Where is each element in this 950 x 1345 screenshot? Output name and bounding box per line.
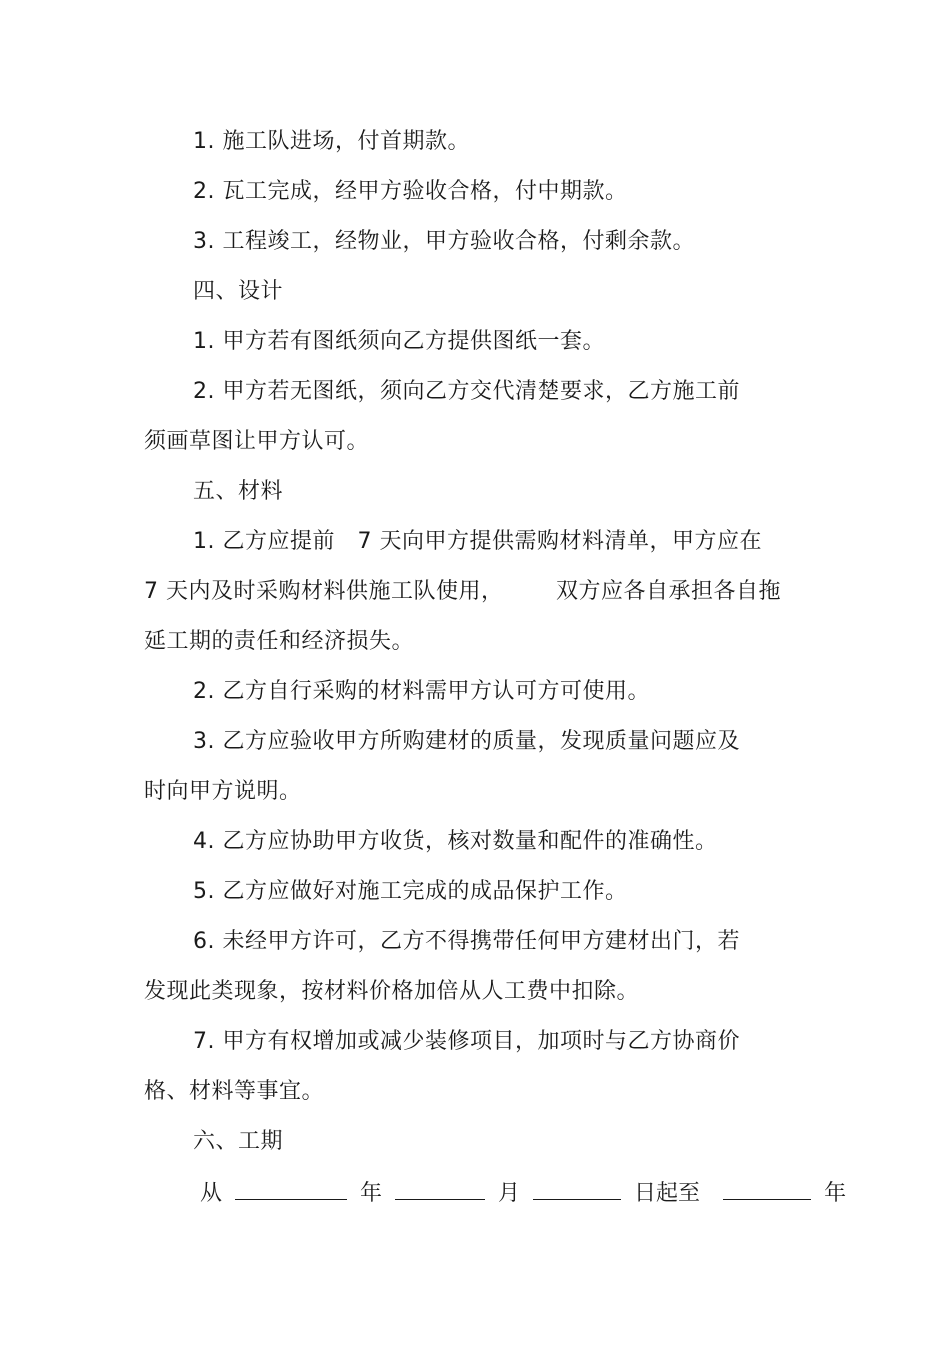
paragraph-line: 须画草图让甲方认可。 [144, 429, 370, 454]
construction-period-row [200, 1177, 846, 1209]
month-label: 月 [498, 1181, 521, 1206]
paragraph-line: 3. 乙方应验收甲方所购建材的质量，发现质量问题应及 [193, 729, 740, 754]
start-day-blank[interactable] [533, 1177, 621, 1200]
paragraph-line: 1. 乙方应提前 7 天向甲方提供需购材料清单，甲方应在 [193, 529, 762, 554]
section-heading: 四、设计 [193, 279, 284, 304]
paragraph-line: 时向甲方说明。 [144, 779, 302, 804]
paragraph-line: 5. 乙方应做好对施工完成的成品保护工作。 [193, 879, 628, 904]
year-label: 年 [824, 1181, 847, 1206]
paragraph-line: 发现此类现象，按材料价格加倍从人工费中扣除。 [144, 979, 640, 1004]
paragraph-line: 2. 甲方若无图纸，须向乙方交代清楚要求，乙方施工前 [193, 379, 740, 404]
end-year-blank[interactable] [723, 1177, 811, 1200]
start-year-blank[interactable] [235, 1177, 347, 1200]
from-label: 从 [200, 1181, 223, 1206]
start-month-blank[interactable] [395, 1177, 485, 1200]
paragraph-line: 3. 工程竣工，经物业，甲方验收合格，付剩余款。 [193, 229, 695, 254]
year-label: 年 [360, 1181, 383, 1206]
paragraph-line: 延工期的责任和经济损失。 [144, 629, 415, 654]
section-heading: 六、工期 [193, 1129, 284, 1154]
day-to-label: 日起至 [634, 1181, 701, 1206]
paragraph-line: 格、材料等事宜。 [144, 1079, 325, 1104]
paragraph-line: 1. 甲方若有图纸须向乙方提供图纸一套。 [193, 329, 605, 354]
paragraph-line: 4. 乙方应协助甲方收货，核对数量和配件的准确性。 [193, 829, 718, 854]
paragraph-line: 7 天内及时采购材料供施工队使用， 双方应各自承担各自拖 [144, 579, 781, 604]
paragraph-line: 6. 未经甲方许可，乙方不得携带任何甲方建材出门，若 [193, 929, 740, 954]
paragraph-line: 1. 施工队进场，付首期款。 [193, 129, 470, 154]
paragraph-line: 2. 瓦工完成，经甲方验收合格，付中期款。 [193, 179, 628, 204]
section-heading: 五、材料 [193, 479, 284, 504]
paragraph-line: 2. 乙方自行采购的材料需甲方认可方可使用。 [193, 679, 650, 704]
paragraph-line: 7. 甲方有权增加或减少装修项目，加项时与乙方协商价 [193, 1029, 740, 1054]
